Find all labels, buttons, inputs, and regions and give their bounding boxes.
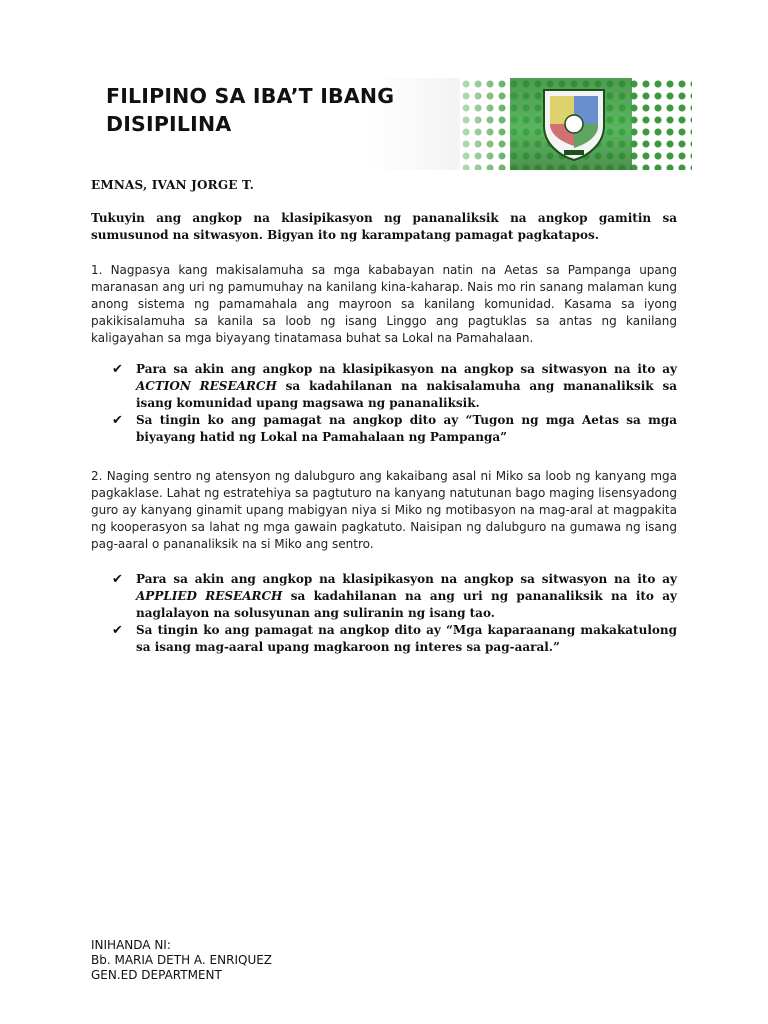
student-name: EMNAS, IVAN JORGE T. <box>91 178 254 192</box>
question-2: 2. Naging sentro ng atensyon ng dalubguro ang kakaibang asal ni Miko sa loob ng kanyang mga pagkaklase. Lahat ng estratehiya sa pagtuturo na kanyang natutunan bago maging lisensyadong guro ay kanyang ginamit upang mabigyan niya si Miko ng motibasyon na mag-aral at magpakita ng kooperasyon sa lahat ng mga gawain pagkatuto. Naisipan ng dalubguro na gumawa ng isang pag-aaral o pananaliksik na si Miko ang sentro. <box>91 469 678 551</box>
document-title <box>106 82 466 138</box>
header-banner <box>92 78 692 170</box>
teacher-name: Bb. MARIA DETH A. ENRIQUEZ <box>91 953 273 967</box>
banner-graphic <box>460 78 692 170</box>
checkmark-icon: ✔ <box>112 572 123 587</box>
banner-title-area <box>92 78 462 170</box>
research-type: ACTION RESEARCH <box>136 379 277 393</box>
answer-text: sa kadahilanan na nakisalamuha ang mananaliksik sa isang komunidad upang magsawa ng pananaliksik. <box>136 379 677 410</box>
school-seal-logo <box>538 86 610 162</box>
answers-1 <box>91 361 677 446</box>
answer-classification-2 <box>112 571 677 622</box>
research-type: APPLIED RESEARCH <box>136 589 283 603</box>
prepared-by-footer <box>91 938 272 983</box>
answer-text: Sa tingin ko ang pamagat na angkop dito ay “Tugon ng mga Aetas sa mga biyayang hatid ng Lokal na Pamahalaan ng Pampanga” <box>136 413 677 444</box>
answer-text: Para sa akin ang angkop na klasipikasyon na angkop sa sitwasyon na ito ay <box>136 362 677 376</box>
answers-2 <box>91 571 677 656</box>
question-1: 1. Nagpasya kang makisalamuha sa mga kababayan natin na Aetas sa Pampanga upang maranasan ang uri ng pamumuhay na kanilang kina-kaharap. Nais mo rin sanang malaman kung anong sistema ng pamamahala ang mayroon sa kanilang komunidad. Kasama sa iyong pakikisalamuha sa kanila sa loob ng isang Linggo ang pagtuklas sa antas ng kanilang kaligayahan sa mga biyayang tinatamasa buhat sa Lokal na Pamahalaan. <box>91 263 677 345</box>
prepared-by-label: INIHANDA NI: <box>91 938 171 952</box>
answer-text: Para sa akin ang angkop na klasipikasyon na angkop sa sitwasyon na ito ay <box>136 572 677 586</box>
checkmark-icon: ✔ <box>112 413 123 428</box>
document-body <box>91 178 677 678</box>
title-line-2: DISIPILINA <box>106 112 232 136</box>
answer-title-1 <box>112 412 677 446</box>
instructions: Tukuyin ang angkop na klasipikasyon ng pananaliksik na angkop gamitin sa sumusunod na sitwasyon. Bigyan ito ng karampatang pamagat pagkatapos. <box>91 211 677 242</box>
answer-text: sa kadahilanan na ang uri ng pananaliksik na ito ay naglalayon na solusyunan ang suliranin ng isang tao. <box>136 589 677 620</box>
answer-title-2 <box>112 622 677 656</box>
checkmark-icon: ✔ <box>112 362 123 377</box>
item-2 <box>91 468 677 656</box>
answer-classification-1 <box>112 361 677 412</box>
item-1 <box>91 262 677 446</box>
checkmark-icon: ✔ <box>112 623 123 638</box>
department: GEN.ED DEPARTMENT <box>91 968 222 982</box>
answer-text: Sa tingin ko ang pamagat na angkop dito ay “Mga kaparaanang makakatulong sa isang mag-aaral upang magkaroon ng interes sa pag-aaral.” <box>136 623 677 654</box>
title-line-1: FILIPINO SA IBA’T IBANG <box>106 84 395 108</box>
